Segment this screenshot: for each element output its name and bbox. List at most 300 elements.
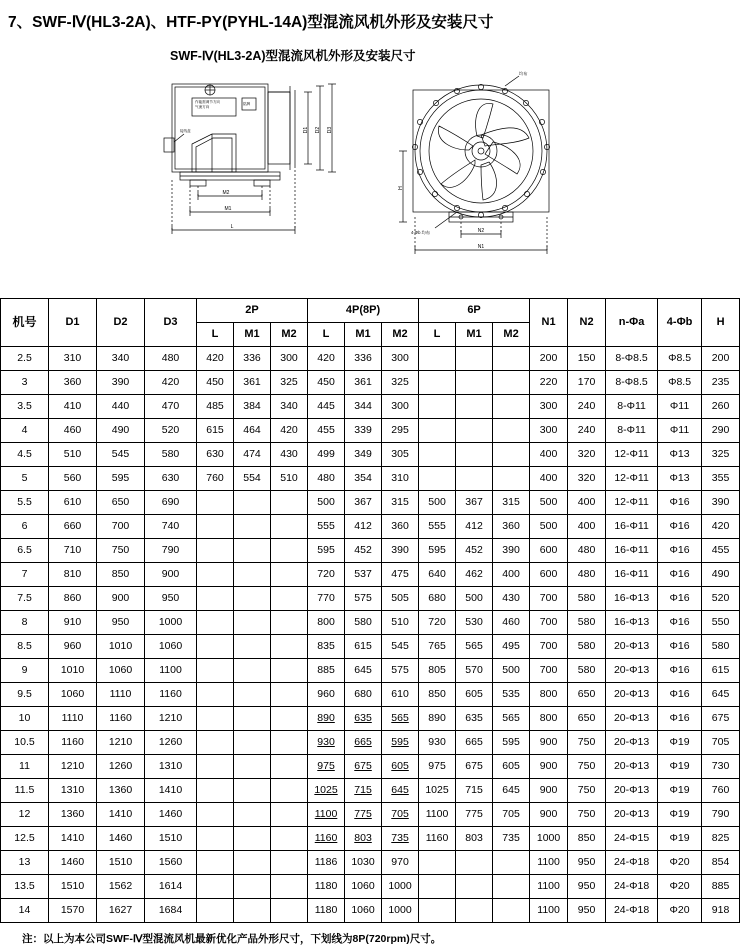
cell-6p-m1: 775 (456, 803, 493, 827)
cell-2p-m1 (234, 851, 271, 875)
cell-4-phi-b: Φ11 (658, 419, 702, 443)
cell-4p-m2: 595 (382, 731, 419, 755)
cell-d3: 1060 (145, 635, 197, 659)
cell-4p-m1: 803 (345, 827, 382, 851)
cell-6p-l (419, 851, 456, 875)
cell-d3: 480 (145, 347, 197, 371)
cell-4p-m1: 1060 (345, 875, 382, 899)
dim-d3: D3 (327, 126, 333, 134)
cell-4p-l: 975 (308, 755, 345, 779)
cell-d2: 1010 (97, 635, 145, 659)
cell-2p-l (197, 851, 234, 875)
cell-machine: 12.5 (1, 827, 49, 851)
table-row (1, 683, 740, 707)
cell-6p-m2: 500 (493, 659, 530, 683)
cell-4p-m1: 615 (345, 635, 382, 659)
cell-h: 760 (702, 779, 740, 803)
cell-n1: 1100 (530, 851, 568, 875)
cell-n-phi-a: 20-Φ13 (606, 659, 658, 683)
cell-d2: 1160 (97, 707, 145, 731)
cell-d2: 1562 (97, 875, 145, 899)
cell-4p-m1: 645 (345, 659, 382, 683)
cell-d2: 900 (97, 587, 145, 611)
cell-d3: 950 (145, 587, 197, 611)
cell-d1: 1310 (49, 779, 97, 803)
cell-d3: 1614 (145, 875, 197, 899)
cell-4-phi-b: Φ16 (658, 563, 702, 587)
cell-d1: 1460 (49, 851, 97, 875)
th-d1: D1 (49, 299, 97, 347)
cell-machine: 9.5 (1, 683, 49, 707)
cell-2p-l (197, 707, 234, 731)
cell-2p-m2 (271, 635, 308, 659)
cell-4p-m2: 1000 (382, 899, 419, 923)
table-row (1, 707, 740, 731)
cell-machine: 13.5 (1, 875, 49, 899)
cell-n1: 700 (530, 611, 568, 635)
cell-4p-l: 420 (308, 347, 345, 371)
cell-d1: 960 (49, 635, 97, 659)
cell-d1: 1410 (49, 827, 97, 851)
cell-2p-m2 (271, 875, 308, 899)
cell-machine: 10.5 (1, 731, 49, 755)
cell-d1: 360 (49, 371, 97, 395)
cell-n1: 220 (530, 371, 568, 395)
cell-n2: 320 (568, 467, 606, 491)
cell-2p-m2 (271, 563, 308, 587)
cell-2p-m1 (234, 707, 271, 731)
cell-d3: 1684 (145, 899, 197, 923)
cell-4-phi-b: Φ20 (658, 875, 702, 899)
label-nameplate: 铭牌 (243, 102, 251, 106)
cell-n1: 700 (530, 659, 568, 683)
cell-6p-l (419, 395, 456, 419)
th-d3: D3 (145, 299, 197, 347)
cell-d1: 1010 (49, 659, 97, 683)
cell-h: 490 (702, 563, 740, 587)
dim-h: H (398, 186, 404, 190)
table-row (1, 875, 740, 899)
cell-4-phi-b: Φ16 (658, 635, 702, 659)
cell-h: 615 (702, 659, 740, 683)
cell-2p-m1 (234, 659, 271, 683)
cell-4p-l: 800 (308, 611, 345, 635)
cell-h: 825 (702, 827, 740, 851)
cell-n2: 580 (568, 635, 606, 659)
cell-6p-m1: 675 (456, 755, 493, 779)
cell-6p-m1 (456, 875, 493, 899)
cell-6p-m2: 400 (493, 563, 530, 587)
cell-6p-m2: 360 (493, 515, 530, 539)
cell-machine: 10 (1, 707, 49, 731)
cell-n2: 750 (568, 803, 606, 827)
th-h: H (702, 299, 740, 347)
cell-h: 550 (702, 611, 740, 635)
cell-n1: 1100 (530, 875, 568, 899)
cell-4p-m2: 305 (382, 443, 419, 467)
cell-n1: 300 (530, 395, 568, 419)
cell-n-phi-a: 16-Φ11 (606, 563, 658, 587)
cell-d3: 420 (145, 371, 197, 395)
cell-4-phi-b: Φ19 (658, 755, 702, 779)
cell-machine: 3 (1, 371, 49, 395)
cell-4-phi-b: Φ16 (658, 683, 702, 707)
cell-n1: 400 (530, 467, 568, 491)
cell-2p-l: 615 (197, 419, 234, 443)
cell-4p-l: 500 (308, 491, 345, 515)
cell-4p-m2: 505 (382, 587, 419, 611)
cell-2p-l: 420 (197, 347, 234, 371)
cell-6p-m1 (456, 395, 493, 419)
table-row (1, 635, 740, 659)
cell-4p-l: 1100 (308, 803, 345, 827)
cell-2p-m1: 336 (234, 347, 271, 371)
cell-n2: 950 (568, 875, 606, 899)
cell-d3: 1210 (145, 707, 197, 731)
cell-4-phi-b: Φ11 (658, 395, 702, 419)
dim-l: L (230, 224, 234, 230)
cell-4p-m1: 675 (345, 755, 382, 779)
cell-machine: 4.5 (1, 443, 49, 467)
cell-2p-m2 (271, 827, 308, 851)
cell-4p-m2: 310 (382, 467, 419, 491)
cell-2p-m2: 510 (271, 467, 308, 491)
front-view-svg (395, 72, 600, 277)
cell-4p-m2: 325 (382, 371, 419, 395)
cell-4-phi-b: Φ19 (658, 803, 702, 827)
cell-4p-l: 1180 (308, 875, 345, 899)
cell-machine: 2.5 (1, 347, 49, 371)
cell-n-phi-a: 8-Φ8.5 (606, 347, 658, 371)
dim-d1: D1 (303, 126, 309, 134)
cell-2p-m1: 361 (234, 371, 271, 395)
dim-m2: M2 (222, 190, 230, 196)
cell-2p-m1 (234, 611, 271, 635)
cell-n2: 650 (568, 707, 606, 731)
cell-machine: 14 (1, 899, 49, 923)
th-4p-m2: M2 (382, 323, 419, 347)
cell-d1: 1110 (49, 707, 97, 731)
cell-2p-m1: 554 (234, 467, 271, 491)
cell-4-phi-b: Φ13 (658, 443, 702, 467)
cell-6p-m1 (456, 899, 493, 923)
cell-2p-m1: 464 (234, 419, 271, 443)
cell-6p-l: 890 (419, 707, 456, 731)
th-2p-m1: M1 (234, 323, 271, 347)
cell-6p-l (419, 443, 456, 467)
cell-d2: 1360 (97, 779, 145, 803)
table-row (1, 803, 740, 827)
cell-4p-m1: 452 (345, 539, 382, 563)
cell-2p-m2 (271, 707, 308, 731)
cell-6p-l (419, 419, 456, 443)
cell-6p-m2: 390 (493, 539, 530, 563)
cell-6p-l: 720 (419, 611, 456, 635)
cell-4p-m1: 344 (345, 395, 382, 419)
cell-4p-l: 450 (308, 371, 345, 395)
cell-n1: 200 (530, 347, 568, 371)
cell-d2: 1210 (97, 731, 145, 755)
cell-6p-l (419, 899, 456, 923)
table-row (1, 515, 740, 539)
cell-n2: 170 (568, 371, 606, 395)
cell-4p-m2: 970 (382, 851, 419, 875)
cell-n2: 750 (568, 731, 606, 755)
cell-4p-l: 1180 (308, 899, 345, 923)
cell-6p-m2: 315 (493, 491, 530, 515)
cell-6p-m2 (493, 851, 530, 875)
cell-2p-m2 (271, 611, 308, 635)
table-row (1, 587, 740, 611)
cell-2p-m2: 300 (271, 347, 308, 371)
cell-4-phi-b: Φ19 (658, 731, 702, 755)
cell-4p-m1: 412 (345, 515, 382, 539)
cell-6p-m1 (456, 371, 493, 395)
cell-2p-l (197, 779, 234, 803)
cell-machine: 8 (1, 611, 49, 635)
cell-d2: 490 (97, 419, 145, 443)
cell-n1: 600 (530, 539, 568, 563)
cell-6p-m1: 635 (456, 707, 493, 731)
cell-h: 645 (702, 683, 740, 707)
side-view-svg (150, 72, 350, 277)
cell-4p-m1: 349 (345, 443, 382, 467)
cell-2p-m1: 384 (234, 395, 271, 419)
cell-h: 675 (702, 707, 740, 731)
cell-4p-m1: 635 (345, 707, 382, 731)
table-row (1, 659, 740, 683)
cell-4-phi-b: Φ16 (658, 539, 702, 563)
cell-h: 455 (702, 539, 740, 563)
cell-4-phi-b: Φ20 (658, 899, 702, 923)
technical-drawings (0, 72, 700, 282)
cell-d3: 470 (145, 395, 197, 419)
table-row (1, 539, 740, 563)
table-row (1, 731, 740, 755)
cell-6p-m2 (493, 899, 530, 923)
cell-6p-m2 (493, 443, 530, 467)
cell-h: 390 (702, 491, 740, 515)
cell-d2: 1410 (97, 803, 145, 827)
cell-n1: 800 (530, 707, 568, 731)
cell-4p-m1: 775 (345, 803, 382, 827)
cell-2p-m1 (234, 587, 271, 611)
cell-4-phi-b: Φ16 (658, 611, 702, 635)
spec-table (0, 298, 740, 923)
label-junction-box: 接线盒 (180, 129, 191, 133)
spec-table-body (1, 347, 740, 923)
cell-d2: 1510 (97, 851, 145, 875)
cell-6p-l: 805 (419, 659, 456, 683)
cell-4p-m2: 300 (382, 347, 419, 371)
cell-d3: 1460 (145, 803, 197, 827)
cell-d3: 630 (145, 467, 197, 491)
cell-d1: 410 (49, 395, 97, 419)
cell-4p-m2: 610 (382, 683, 419, 707)
cell-2p-l: 450 (197, 371, 234, 395)
cell-6p-m1: 412 (456, 515, 493, 539)
table-row (1, 347, 740, 371)
cell-h: 885 (702, 875, 740, 899)
cell-machine: 5 (1, 467, 49, 491)
cell-4p-m1: 1030 (345, 851, 382, 875)
table-row (1, 611, 740, 635)
table-row (1, 755, 740, 779)
cell-2p-l (197, 587, 234, 611)
cell-n2: 950 (568, 851, 606, 875)
cell-6p-l: 850 (419, 683, 456, 707)
cell-machine: 6.5 (1, 539, 49, 563)
cell-4p-l: 1025 (308, 779, 345, 803)
cell-2p-m2 (271, 683, 308, 707)
cell-2p-m1 (234, 875, 271, 899)
cell-d2: 1627 (97, 899, 145, 923)
cell-d2: 1260 (97, 755, 145, 779)
cell-machine: 7 (1, 563, 49, 587)
th-n-phi-a: n-Φa (606, 299, 658, 347)
cell-d1: 460 (49, 419, 97, 443)
cell-2p-m1 (234, 563, 271, 587)
cell-6p-m2: 705 (493, 803, 530, 827)
th-2p-l: L (197, 323, 234, 347)
cell-d3: 790 (145, 539, 197, 563)
cell-d2: 750 (97, 539, 145, 563)
cell-4p-m2: 315 (382, 491, 419, 515)
th-6p: 6P (419, 299, 530, 323)
cell-6p-m2: 735 (493, 827, 530, 851)
cell-4p-m2: 295 (382, 419, 419, 443)
cell-h: 918 (702, 899, 740, 923)
cell-n2: 580 (568, 611, 606, 635)
cell-n1: 300 (530, 419, 568, 443)
cell-n1: 1000 (530, 827, 568, 851)
th-4-phi-b: 4-Φb (658, 299, 702, 347)
cell-h: 355 (702, 467, 740, 491)
cell-2p-m1 (234, 683, 271, 707)
cell-n-phi-a: 24-Φ15 (606, 827, 658, 851)
cell-h: 290 (702, 419, 740, 443)
cell-2p-m1 (234, 827, 271, 851)
cell-h: 235 (702, 371, 740, 395)
cell-6p-m2: 460 (493, 611, 530, 635)
cell-6p-l (419, 371, 456, 395)
cell-4-phi-b: Φ16 (658, 587, 702, 611)
cell-2p-l: 630 (197, 443, 234, 467)
cell-2p-m2 (271, 803, 308, 827)
cell-2p-l (197, 563, 234, 587)
th-machine: 机号 (1, 299, 49, 347)
cell-2p-m2: 420 (271, 419, 308, 443)
cell-n-phi-a: 20-Φ13 (606, 779, 658, 803)
footnote: 注：以上为本公司SWF-Ⅳ型混流风机最新优化产品外形尺寸，下划线为8P(720rpm)尺寸。 (22, 933, 442, 945)
cell-4p-m1: 715 (345, 779, 382, 803)
cell-2p-l (197, 875, 234, 899)
cell-machine: 13 (1, 851, 49, 875)
cell-6p-m2 (493, 467, 530, 491)
table-header-row-1 (1, 299, 740, 323)
cell-4p-l: 720 (308, 563, 345, 587)
cell-2p-m1 (234, 899, 271, 923)
cell-4p-m2: 705 (382, 803, 419, 827)
cell-machine: 9 (1, 659, 49, 683)
label-holes-top: 均布 (519, 71, 528, 76)
cell-6p-m2: 595 (493, 731, 530, 755)
cell-6p-m1: 452 (456, 539, 493, 563)
cell-2p-m1 (234, 803, 271, 827)
cell-d2: 545 (97, 443, 145, 467)
cell-4p-m1: 361 (345, 371, 382, 395)
cell-6p-m1 (456, 347, 493, 371)
cell-h: 325 (702, 443, 740, 467)
cell-6p-l: 640 (419, 563, 456, 587)
cell-4-phi-b: Φ20 (658, 851, 702, 875)
drawing-front-view (395, 72, 600, 272)
cell-6p-m1: 367 (456, 491, 493, 515)
cell-h: 200 (702, 347, 740, 371)
cell-4p-m2: 565 (382, 707, 419, 731)
cell-2p-m2 (271, 659, 308, 683)
cell-6p-m1: 565 (456, 635, 493, 659)
cell-2p-l: 760 (197, 467, 234, 491)
page-subtitle: SWF-Ⅳ(HL3-2A)型混流风机外形及安装尺寸 (170, 49, 416, 63)
cell-d1: 610 (49, 491, 97, 515)
table-row (1, 443, 740, 467)
cell-n-phi-a: 16-Φ13 (606, 611, 658, 635)
cell-6p-m1: 665 (456, 731, 493, 755)
cell-n-phi-a: 16-Φ11 (606, 515, 658, 539)
cell-6p-m2: 535 (493, 683, 530, 707)
cell-machine: 5.5 (1, 491, 49, 515)
dim-n2: N2 (477, 228, 485, 234)
cell-d2: 1110 (97, 683, 145, 707)
cell-4-phi-b: Φ8.5 (658, 371, 702, 395)
cell-6p-l: 930 (419, 731, 456, 755)
cell-6p-l (419, 467, 456, 491)
cell-n1: 700 (530, 587, 568, 611)
cell-d2: 700 (97, 515, 145, 539)
cell-n1: 900 (530, 779, 568, 803)
cell-n2: 580 (568, 587, 606, 611)
cell-2p-m1 (234, 779, 271, 803)
cell-d1: 510 (49, 443, 97, 467)
cell-4p-m2: 1000 (382, 875, 419, 899)
cell-machine: 12 (1, 803, 49, 827)
cell-4p-m1: 537 (345, 563, 382, 587)
cell-6p-l: 500 (419, 491, 456, 515)
cell-2p-m2 (271, 515, 308, 539)
cell-6p-m1: 570 (456, 659, 493, 683)
cell-6p-m1: 715 (456, 779, 493, 803)
cell-2p-m2 (271, 731, 308, 755)
cell-n-phi-a: 20-Φ13 (606, 803, 658, 827)
cell-4p-l: 885 (308, 659, 345, 683)
cell-4-phi-b: Φ19 (658, 827, 702, 851)
cell-4p-m2: 645 (382, 779, 419, 803)
cell-4p-l: 480 (308, 467, 345, 491)
cell-4p-l: 770 (308, 587, 345, 611)
cell-h: 790 (702, 803, 740, 827)
cell-d1: 1060 (49, 683, 97, 707)
cell-n-phi-a: 8-Φ11 (606, 419, 658, 443)
cell-d1: 1360 (49, 803, 97, 827)
cell-n-phi-a: 20-Φ13 (606, 731, 658, 755)
cell-d1: 660 (49, 515, 97, 539)
th-2p-m2: M2 (271, 323, 308, 347)
cell-n1: 800 (530, 683, 568, 707)
cell-6p-l (419, 875, 456, 899)
cell-d1: 860 (49, 587, 97, 611)
cell-4p-l: 930 (308, 731, 345, 755)
